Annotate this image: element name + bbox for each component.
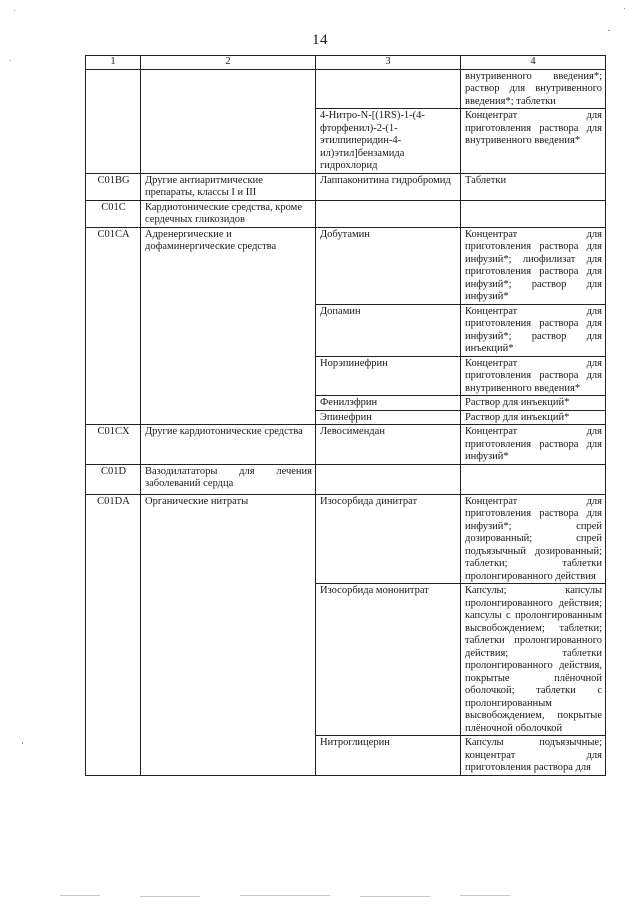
- dosage-forms-cell: [461, 200, 606, 227]
- drug-name-cell: Изосорбида мононитрат: [316, 584, 461, 736]
- table-row: [86, 425, 606, 465]
- table-row: [86, 69, 606, 109]
- group-name-cell: Органические нитраты: [141, 494, 316, 775]
- drug-name-cell: Изосорбида динитрат: [316, 494, 461, 584]
- drug-name-cell: Лаппаконитина гидробромид: [316, 173, 461, 200]
- group-name-cell: Адренергические и дофаминергические средства: [141, 227, 316, 425]
- drug-name-cell: Фенилэфрин: [316, 396, 461, 411]
- page-number: 14: [312, 32, 328, 48]
- dosage-forms-cell: Капсулы; капсулы пролонгированного действия; капсулы с пролонгированным высвобождением; таблетки; таблетки пролонгированного действия; таблетки пролонгированного действия, покрытые плёночной оболочкой; таблетки с пролонгированным высвобождением, покрытые плёночной оболочкой: [461, 584, 606, 736]
- atc-code-cell: [86, 69, 141, 173]
- column-header-3: 3: [316, 56, 461, 70]
- drug-name-cell: [316, 464, 461, 494]
- drug-name-cell: [316, 69, 461, 109]
- dosage-forms-cell: Раствор для инъекций*: [461, 396, 606, 411]
- dosage-forms-cell: Концентрат для приготовления раствора для инфузий*: [461, 425, 606, 465]
- table-header-row: [86, 56, 606, 70]
- column-header-4: 4: [461, 56, 606, 70]
- drug-name-cell: Эпинефрин: [316, 410, 461, 425]
- dosage-forms-cell: Концентрат для приготовления раствора для внутривенного введения*: [461, 109, 606, 174]
- atc-code-cell: C01CX: [86, 425, 141, 465]
- drug-registry-table: [85, 55, 606, 776]
- drug-name-cell: 4-Нитро-N-[(1RS)-1-(4-фторфенил)-2-(1-этилпиперидин-4-ил)этил]бензамида гидрохлорид: [316, 109, 461, 174]
- column-header-1: 1: [86, 56, 141, 70]
- group-name-cell: Кардиотонические средства, кроме сердечных гликозидов: [141, 200, 316, 227]
- dosage-forms-cell: Раствор для инъекций*: [461, 410, 606, 425]
- table-row: [86, 200, 606, 227]
- column-header-2: 2: [141, 56, 316, 70]
- drug-name-cell: Нитроглицерин: [316, 736, 461, 776]
- drug-name-cell: [316, 200, 461, 227]
- group-name-cell: [141, 69, 316, 173]
- atc-code-cell: C01C: [86, 200, 141, 227]
- atc-code-cell: C01D: [86, 464, 141, 494]
- drug-name-cell: Норэпинефрин: [316, 356, 461, 396]
- dosage-forms-cell: Капсулы подъязычные; концентрат для приготовления раствора для: [461, 736, 606, 776]
- dosage-forms-cell: Таблетки: [461, 173, 606, 200]
- dosage-forms-cell: Концентрат для приготовления раствора для внутривенного введения*: [461, 356, 606, 396]
- atc-code-cell: C01BG: [86, 173, 141, 200]
- group-name-cell: Другие антиаритмические препараты, классы I и III: [141, 173, 316, 200]
- atc-code-cell: C01DA: [86, 494, 141, 775]
- drug-name-cell: Допамин: [316, 304, 461, 356]
- group-name-cell: Вазодилататоры для лечения заболеваний сердца: [141, 464, 316, 494]
- table-row: [86, 173, 606, 200]
- group-name-cell: Другие кардиотонические средства: [141, 425, 316, 465]
- dosage-forms-cell: Концентрат для приготовления раствора для инфузий*; раствор для инъекций*: [461, 304, 606, 356]
- dosage-forms-cell: Концентрат для приготовления раствора для инфузий*; лиофилизат для приготовления раствора для инфузий*; раствор для инфузий*: [461, 227, 606, 304]
- table-row: [86, 464, 606, 494]
- dosage-forms-cell: [461, 464, 606, 494]
- table-row: [86, 494, 606, 584]
- dosage-forms-cell: внутривенного введения*; раствор для внутривенного введения*; таблетки: [461, 69, 606, 109]
- atc-code-cell: C01CA: [86, 227, 141, 425]
- dosage-forms-cell: Концентрат для приготовления раствора для инфузий*; спрей дозированный; спрей подъязычный дозированный; таблетки; таблетки пролонгированного действия: [461, 494, 606, 584]
- drug-name-cell: Добутамин: [316, 227, 461, 304]
- drug-name-cell: Левосимендан: [316, 425, 461, 465]
- table-row: [86, 227, 606, 304]
